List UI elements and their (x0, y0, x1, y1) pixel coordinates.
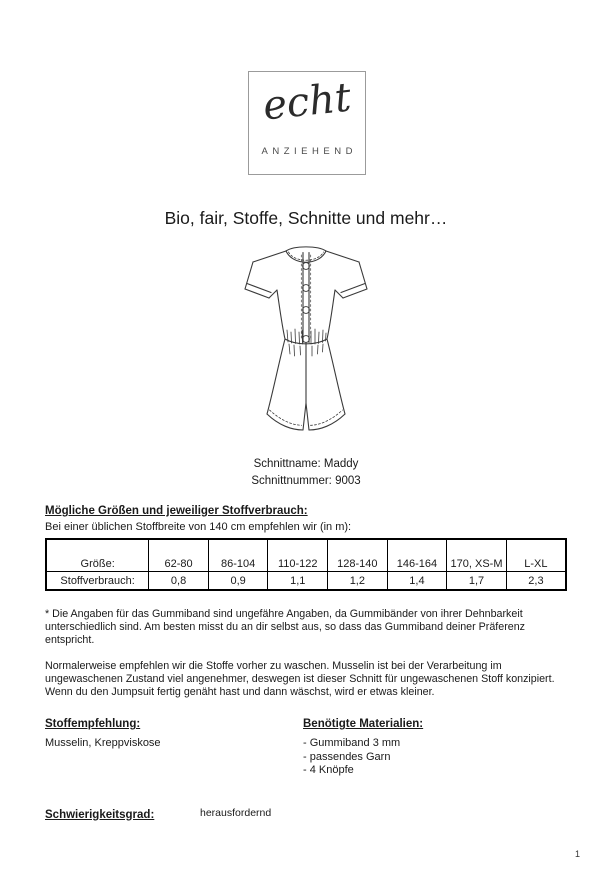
content-block (45, 505, 567, 821)
tagline: Bio, fair, Stoffe, Schnitte und mehr… (164, 208, 448, 228)
pattern-name: Schnittname: Maddy (253, 458, 359, 470)
size-cell: 128-140 (328, 539, 388, 572)
consumption-cell: 2,3 (506, 572, 566, 591)
size-cell: L-XL (506, 539, 566, 572)
brand-logo-subtitle: ANZIEHEND (261, 146, 357, 157)
washing-note: Normalerweise empfehlen wir die Stoffe vorher zu waschen. Musselin ist bei der Verarbeitung im ungewaschenen Zustand viel angenehmer, deswegen ist dieser Schnitt für ungewaschenen Stoff konzipiert. Wenn du den Jumpsuit fertig genäht hast und dann wäschst, wird er etwas kleiner. (45, 660, 555, 698)
fabric-heading: Stoffempfehlung: (45, 718, 141, 730)
fabric-column (45, 718, 303, 778)
table-row-consumption (46, 572, 566, 591)
materials-list (303, 737, 567, 778)
size-cell: 62-80 (149, 539, 209, 572)
sizes-table (45, 538, 567, 591)
size-row-label: Größe: (46, 539, 149, 572)
sizes-subheading: Bei einer üblichen Stoffbreite von 140 cm empfehlen wir (in m): (45, 521, 352, 533)
elastic-note: * Die Angaben für das Gummiband sind ungefähre Angaben, da Gummibänder von ihrer Dehnbarkeit unterschiedlich sind. Am besten misst du an dir selbst aus, so dass das Gummiband deiner Präferenz entspricht. (45, 608, 525, 646)
consumption-cell: 0,8 (149, 572, 209, 591)
difficulty-section (45, 805, 567, 821)
brand-logo-script: echt (260, 74, 354, 130)
size-cell: 170, XS-M (447, 539, 507, 572)
difficulty-value: herausfordernd (200, 806, 272, 819)
materials-heading: Benötigte Materialien: (303, 718, 424, 730)
consumption-cell: 1,7 (447, 572, 507, 591)
size-cell: 86-104 (208, 539, 268, 572)
pattern-number: Schnittnummer: 9003 (251, 475, 361, 487)
materials-column (303, 718, 567, 778)
table-row-sizes (46, 539, 566, 572)
consumption-cell: 1,4 (387, 572, 447, 591)
materials-item: - passendes Garn (303, 750, 391, 763)
consumption-row-label: Stoffverbrauch: (46, 572, 149, 591)
brand-logo (248, 71, 366, 175)
fabric-materials-section (45, 718, 567, 778)
size-cell: 146-164 (387, 539, 447, 572)
fabric-value: Musselin, Kreppviskose (45, 737, 161, 749)
size-cell: 110-122 (268, 539, 328, 572)
materials-item: - Gummiband 3 mm (303, 737, 401, 749)
consumption-cell: 1,1 (268, 572, 328, 591)
difficulty-heading: Schwierigkeitsgrad: (45, 808, 155, 821)
jumpsuit-illustration (231, 242, 381, 450)
sizes-heading: Mögliche Größen und jeweiliger Stoffverbrauch: (45, 505, 308, 517)
consumption-cell: 0,9 (208, 572, 268, 591)
materials-item: - 4 Knöpfe (303, 764, 354, 776)
page-number: 1 (574, 849, 580, 859)
consumption-cell: 1,2 (328, 572, 388, 591)
